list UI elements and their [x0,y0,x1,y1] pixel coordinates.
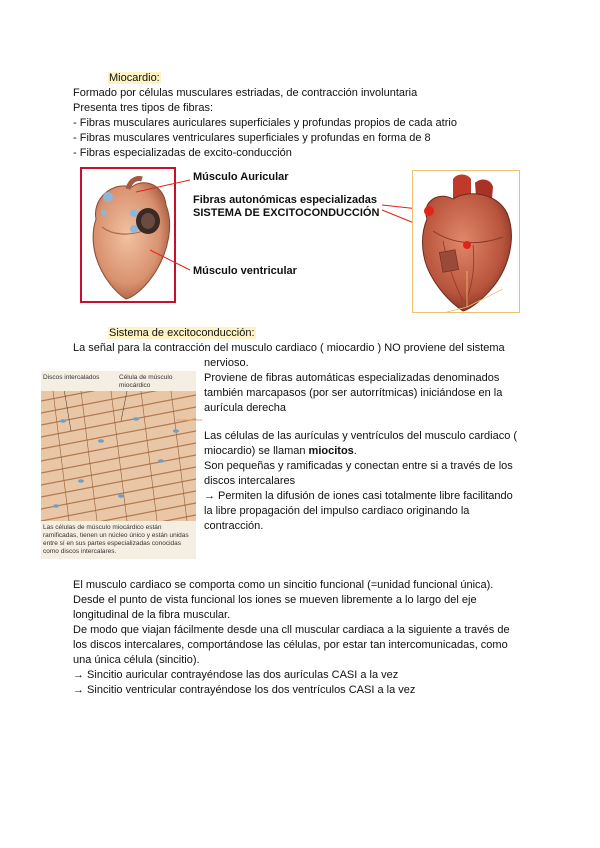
text-line: - Fibras musculares auriculares superficiales y profundas propios de cada atrio [73,117,457,129]
text-line: → Permiten la difusión de iones casi totalmente libre facilitando [204,490,513,502]
label-celula-2: miocárdico [119,382,151,389]
text-line: la libre propagación del impulso cardiaco originando la [204,505,470,517]
label-musculo-auricular: Músculo Auricular [193,171,289,183]
text-line: Formado por células musculares estriadas, de contracción involuntaria [73,87,418,99]
text-line: longitudinal de la fibra muscular. [73,609,231,621]
label-fibras-autonomicas: Fibras autonómicas especializadas [193,194,378,206]
text-line: Desde el punto de vista funcional los iones se mueven libremente a lo largo del eje [73,594,477,606]
text-line-miocitos: miocardio) se llaman miocitos. [204,445,357,457]
label-celula-1: Célula de músculo [119,374,173,381]
text-line: contracción. [204,520,264,532]
figure-caption-cardiac-tissue: Las células de músculo miocárdico están ramificadas, tienen un núcleo único y están unidas entre sí en sus partes especializadas conocidas como discos intercalares. [43,524,189,555]
text-line: De modo que viajan fácilmente desde una cll muscular cardiaca a la siguiente a través de [73,624,510,636]
text-line: - Fibras musculares ventriculares superficiales y profundas en forma de 8 [73,132,431,144]
label-sistema-excitoconduccion: SISTEMA DE EXCITOCONDUCCIÓN [193,207,380,219]
text-line: Presenta tres tipos de fibras: [73,102,214,114]
text-line: Son pequeñas y ramificadas y conectan entre si a través de los [204,460,513,472]
text-line: los discos intercalares, comportándose las células, por estar tan intercomunicadas, como [73,639,508,651]
text-line: → Sincitio ventricular contrayéndose los dos ventrículos CASI a la vez [73,684,416,696]
text-line: Las células de las aurículas y ventrículos del musculo cardiaco ( [204,430,518,442]
text-line: - Fibras especializadas de excito-conducción [73,147,292,159]
text-line: discos intercalares [204,475,296,487]
text-line: La señal para la contracción del musculo cardiaco ( miocardio ) NO proviene del sistema [73,342,505,354]
term-miocitos: miocitos [308,445,354,457]
section-heading-miocardio: Miocardio: [109,72,160,84]
label-musculo-ventricular: Músculo ventricular [193,265,297,277]
text-line: El musculo cardiaco se comporta como un sincitio funcional (=unidad funcional única). [73,579,494,591]
text-line: nervioso. [204,357,249,369]
text-line: → Sincitio auricular contrayéndose las dos aurículas CASI a la vez [73,669,399,681]
text-line: aurícula derecha [204,402,286,414]
section-heading-excitoconduccion: Sistema de excitoconducción: [109,327,255,339]
text-line: una única célula (sincitio). [73,654,200,666]
label-discos-intercalados: Discos intercalados [43,374,100,381]
text-line: Proviene de fibras automáticas especializadas denominados [204,372,500,384]
text-line: también marcapasos (por ser autorrítmicas) iniciándose en la [204,387,503,399]
